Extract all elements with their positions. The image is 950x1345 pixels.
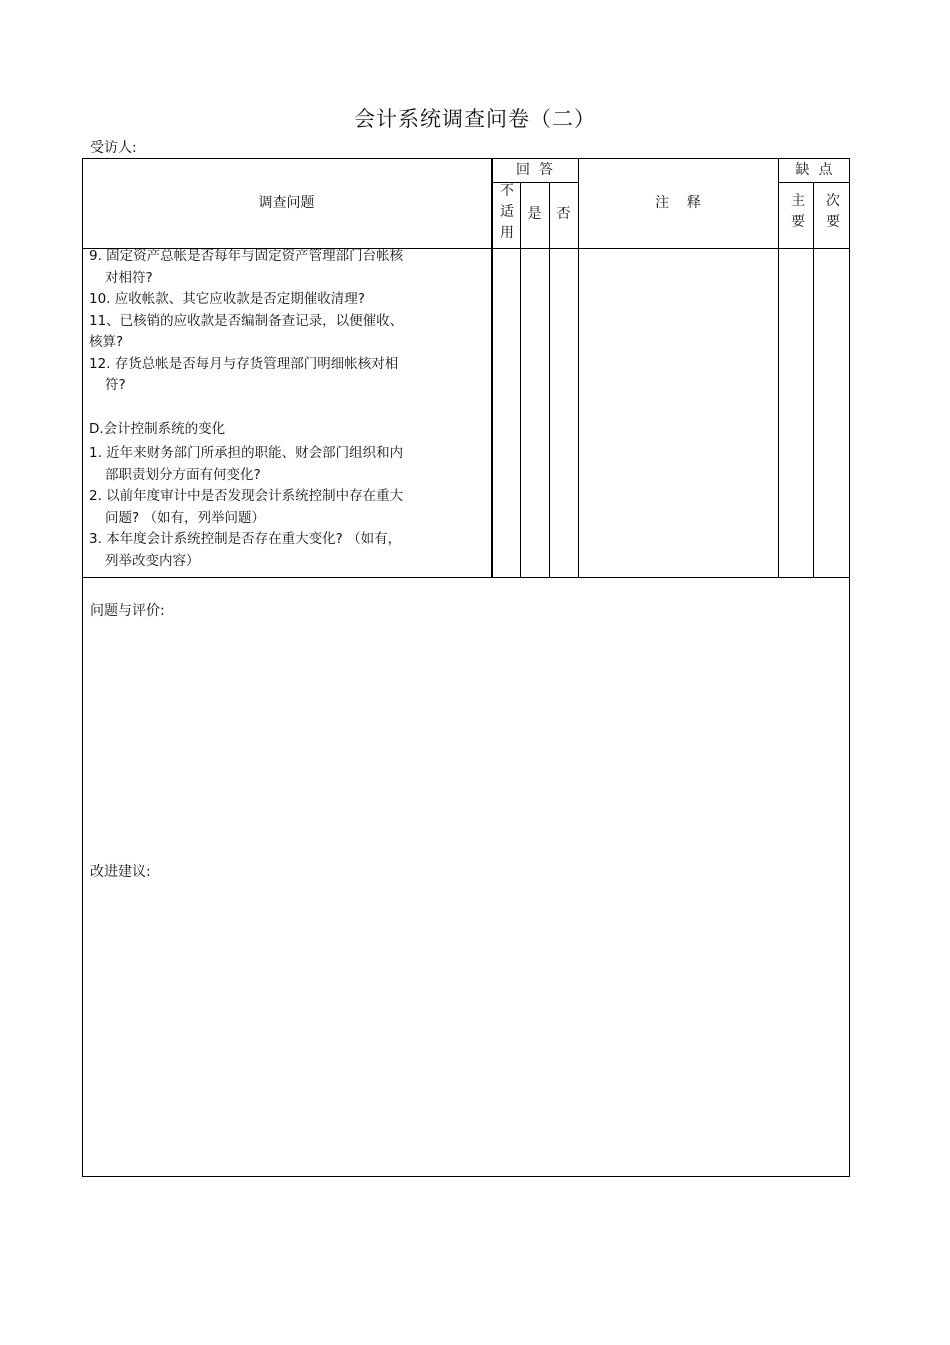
section-d-heading: D.会计控制系统的变化 (89, 420, 226, 437)
yes-col-divider (549, 182, 550, 577)
header-yes: 是 (527, 206, 542, 222)
question-item: 9. 固定资产总帐是否每年与固定资产管理部门台帐核 对相符? (89, 248, 404, 286)
header-answer-group: 回 答 (516, 162, 553, 178)
header-not-applicable: 不适用 (500, 183, 514, 241)
notes-col-divider (778, 158, 779, 577)
question-col-divider (491, 158, 493, 577)
header-minor: 次要 (826, 193, 840, 230)
defect-group-divider (778, 182, 850, 183)
question-item: 10. 应收帐款、其它应收款是否定期催收清理? (89, 291, 365, 307)
answer-col-divider (578, 158, 579, 577)
question-item: 3. 本年度会计系统控制是否存在重大变化? （如有， 列举改变内容） (89, 531, 402, 569)
na-col-divider (520, 182, 521, 577)
header-major: 主要 (791, 193, 805, 230)
question-item: 1. 近年来财务部门所承担的职能、财会部门组织和内 部职责划分方面有何变化? (89, 445, 404, 483)
question-list (89, 246, 489, 572)
issues-label: 问题与评价: (90, 603, 165, 619)
major-col-divider (813, 182, 814, 577)
question-item: 2. 以前年度审计中是否发现会计系统控制中存在重大 问题? （如有，列举问题） (89, 488, 404, 526)
page-title: 会计系统调查问卷（二） (354, 107, 596, 131)
table-bottom-line (82, 577, 850, 578)
header-question: 调查问题 (258, 195, 315, 211)
question-item: 12. 存货总帐是否每月与存货管理部门明细帐核对相 符? (89, 355, 399, 393)
header-notes: 注 释 (655, 195, 701, 211)
header-defect-group: 缺 点 (795, 162, 833, 178)
suggestions-label: 改进建议: (90, 864, 151, 880)
interviewee-label: 受访人: (90, 140, 137, 156)
header-no: 否 (556, 206, 571, 222)
question-item: 11、已核销的应收款是否编制备查记录，以便催收、 核算? (89, 312, 404, 350)
